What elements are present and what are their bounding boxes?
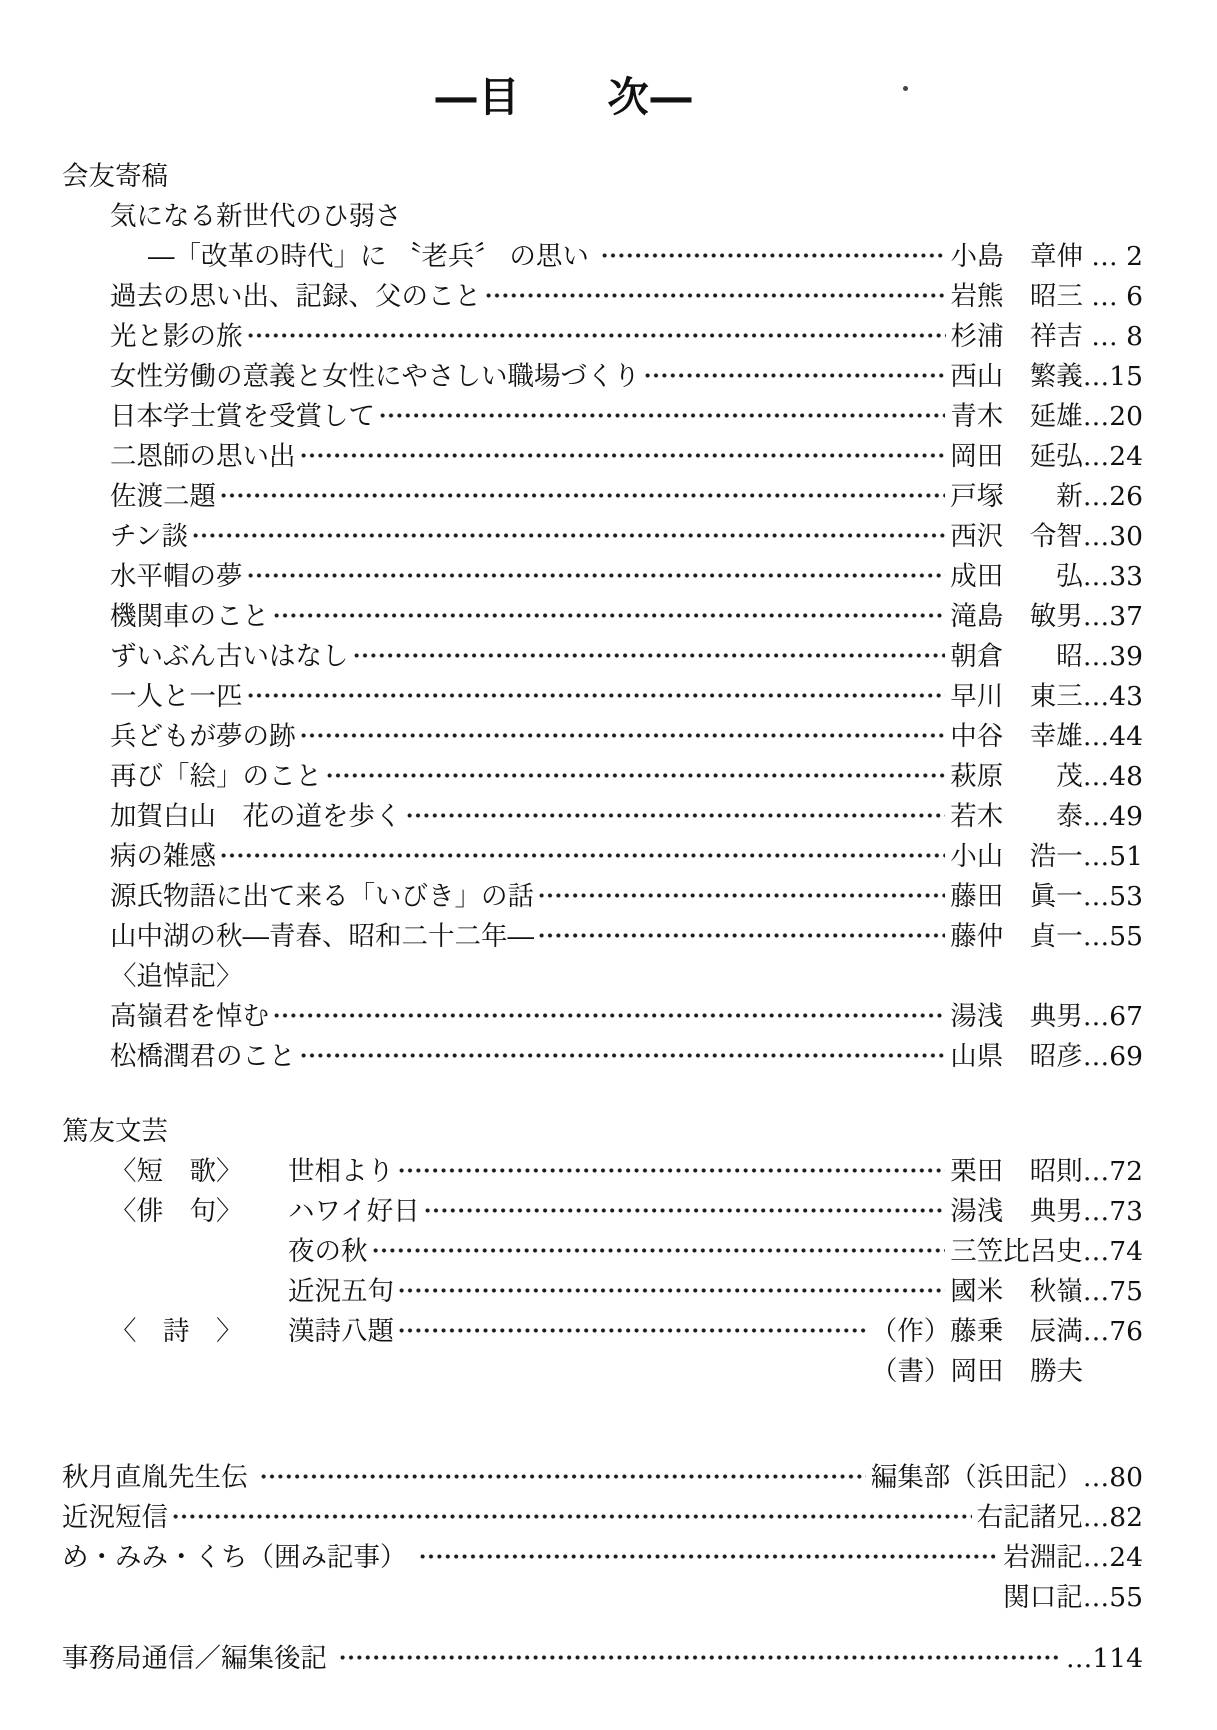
entry-title: 機関車のこと	[110, 601, 269, 632]
toc-entry	[62, 717, 1143, 757]
entry-page: …44	[1082, 721, 1143, 752]
entry-title: 過去の思い出、記録、父のこと	[110, 281, 481, 312]
dot-leader	[260, 1472, 866, 1481]
page-title: ―目 次―	[435, 73, 694, 121]
entry-author: 栗田 昭則	[950, 1156, 1083, 1187]
dot-leader	[398, 1286, 945, 1295]
genre-label: 〈 詩 〉	[110, 1316, 243, 1347]
entry-page: …26	[1082, 481, 1143, 512]
entry-page: …80	[1082, 1462, 1143, 1493]
entry-page: …15	[1082, 361, 1143, 392]
entry-page: …39	[1082, 641, 1143, 672]
entry-title: 再び「絵」のこと	[110, 761, 322, 792]
entry-author: 西沢 令智	[950, 521, 1083, 552]
toc-entry	[62, 557, 1143, 597]
entry-title: 病の雑感	[110, 841, 216, 872]
entry-author: 小島 章伸	[950, 241, 1083, 272]
entry-title: 事務局通信／編集後記	[62, 1643, 336, 1674]
toc-entry	[62, 517, 1143, 557]
toc-entry	[62, 357, 1143, 397]
toc-section	[62, 1112, 1143, 1392]
entry-page: …49	[1082, 801, 1143, 832]
entry-author: 青木 延雄	[950, 401, 1083, 432]
entry-author: （作）藤乗 辰満	[870, 1316, 1083, 1347]
section-heading: 会友寄稿	[62, 161, 168, 192]
toc-entry	[62, 1152, 1143, 1192]
entry-title: 高嶺君を悼む	[110, 1001, 269, 1032]
entry-title: 〈追悼記〉	[110, 961, 243, 992]
toc-entry	[62, 997, 1143, 1037]
entry-page: …75	[1082, 1276, 1143, 1307]
entry-page: …20	[1082, 401, 1143, 432]
entry-author: 西山 繁義	[950, 361, 1083, 392]
toc-entry	[62, 837, 1143, 877]
entry-author: 岡田 延弘	[950, 441, 1083, 472]
toc-entry	[62, 597, 1143, 637]
entry-title: 源氏物語に出て来る「いびき」の話	[110, 881, 534, 912]
entry-title: 光と影の旅	[110, 321, 243, 352]
entry-page: …37	[1082, 601, 1143, 632]
entry-author: 右記諸兄	[976, 1502, 1083, 1533]
toc-entry	[62, 277, 1143, 317]
toc-entry	[62, 1538, 1143, 1578]
toc-entry	[62, 237, 1143, 277]
dot-leader	[379, 411, 945, 420]
entry-title: ずいぶん古いはなし	[110, 641, 349, 672]
entry-page: …76	[1082, 1316, 1143, 1347]
entry-page: …73	[1082, 1196, 1143, 1227]
toc-entry	[62, 1578, 1143, 1618]
dot-leader	[220, 851, 945, 860]
dot-leader	[247, 571, 946, 580]
dot-leader	[353, 651, 946, 660]
entry-page: …72	[1082, 1156, 1143, 1187]
entry-author: 関口記	[1003, 1582, 1083, 1613]
dot-leader	[485, 291, 946, 300]
entry-author: 國米 秋嶺	[950, 1276, 1083, 1307]
entry-title: 二恩師の思い出	[110, 441, 296, 472]
entry-author: 湯浅 典男	[950, 1001, 1083, 1032]
dot-leader	[292, 1366, 866, 1375]
toc-section	[62, 1639, 1143, 1679]
entry-page: …24	[1082, 441, 1143, 472]
dot-leader	[300, 731, 946, 740]
dot-leader	[273, 611, 945, 620]
entry-page: …51	[1082, 841, 1143, 872]
dot-leader	[398, 1166, 945, 1175]
entry-title: 兵どもが夢の跡	[110, 721, 296, 752]
entry-title: め・みみ・くち（囲み記事）	[62, 1542, 415, 1573]
toc-entry	[62, 1192, 1143, 1232]
toc-entry	[62, 957, 1143, 997]
toc-entry	[62, 197, 1143, 237]
toc-entry	[62, 477, 1143, 517]
entry-page: …53	[1082, 881, 1143, 912]
dot-leader	[406, 211, 1079, 220]
toc-entry	[62, 677, 1143, 717]
dot-leader	[372, 1246, 946, 1255]
dot-leader	[300, 451, 946, 460]
entry-title: 水平帽の夢	[110, 561, 243, 592]
entry-page: …24	[1082, 1542, 1143, 1573]
entry-author: 藤田 眞一	[950, 881, 1083, 912]
entry-title: 加賀白山 花の道を歩く	[110, 801, 402, 832]
toc-entry	[62, 1352, 1143, 1392]
entry-author: 岩淵記	[1003, 1542, 1083, 1573]
entry-page: … 2	[1091, 241, 1143, 272]
toc-entry	[62, 757, 1143, 797]
toc-entry	[62, 877, 1143, 917]
toc-entry	[62, 317, 1143, 357]
toc-section	[62, 157, 1143, 1077]
entry-title: 夜の秋	[288, 1236, 368, 1267]
entry-author: 朝倉 昭	[950, 641, 1083, 672]
entry-page: …43	[1082, 681, 1143, 712]
entry-title: 佐渡二題	[110, 481, 216, 512]
entry-title: ハワイ好日	[288, 1196, 420, 1227]
genre-label: 〈俳 句〉	[110, 1196, 243, 1227]
dot-leader	[398, 1326, 866, 1335]
section-heading: 篤友文芸	[62, 1116, 168, 1147]
entry-title: 世相より	[288, 1156, 394, 1187]
dot-leader	[300, 1051, 946, 1060]
dot-leader	[644, 371, 945, 380]
dot-leader	[424, 1206, 946, 1215]
entry-page: …55	[1082, 1582, 1143, 1613]
entry-author: 小山 浩一	[950, 841, 1083, 872]
entry-title: 松橋潤君のこと	[110, 1041, 296, 1072]
dot-leader	[66, 1592, 998, 1601]
entry-author: 成田 弘	[950, 561, 1083, 592]
entry-title: 秋月直胤先生伝	[62, 1462, 256, 1493]
dot-leader	[326, 771, 945, 780]
toc-entry	[62, 917, 1143, 957]
dot-leader	[247, 691, 946, 700]
entry-page: …67	[1082, 1001, 1143, 1032]
entry-page: …74	[1082, 1236, 1143, 1267]
dot-leader	[247, 971, 1079, 980]
toc-entry	[62, 1037, 1143, 1077]
entry-title: 女性労働の意義と女性にやさしい職場づくり	[110, 361, 640, 392]
entry-title: ―「改革の時代」に 〝老兵〞 の思い	[148, 241, 598, 272]
genre-label: 〈短 歌〉	[110, 1156, 243, 1187]
entry-title: 漢詩八題	[288, 1316, 394, 1347]
entry-title: 近況五句	[288, 1276, 394, 1307]
toc-entry	[62, 397, 1143, 437]
dot-leader	[601, 251, 945, 260]
entry-author: 山県 昭彦	[950, 1041, 1083, 1072]
toc-entry	[62, 637, 1143, 677]
entry-title: 一人と一匹	[110, 681, 243, 712]
dot-leader	[172, 1512, 972, 1521]
toc-entry	[62, 437, 1143, 477]
entry-author: 三笠比呂史	[950, 1236, 1083, 1267]
entry-page: …69	[1082, 1041, 1143, 1072]
entry-author: 藤仲 貞一	[950, 921, 1083, 952]
entry-page: … 6	[1091, 281, 1143, 312]
entry-page: …55	[1082, 921, 1143, 952]
entry-title: チン談	[110, 521, 189, 552]
toc-entry	[62, 1498, 1143, 1538]
dot-leader	[247, 331, 946, 340]
toc-section	[62, 1458, 1143, 1618]
entry-author: 若木 泰	[950, 801, 1083, 832]
toc-entry	[62, 1312, 1143, 1352]
dot-leader	[273, 1011, 945, 1020]
dot-leader	[538, 931, 945, 940]
entry-page: …33	[1082, 561, 1143, 592]
toc-entry	[62, 1232, 1143, 1272]
entry-author: 萩原 茂	[950, 761, 1083, 792]
entry-author: 編集部（浜田記）	[870, 1462, 1083, 1493]
entry-title: 気になる新世代のひ弱さ	[110, 201, 402, 232]
entry-page: …48	[1082, 761, 1143, 792]
toc-list	[62, 157, 1143, 1679]
entry-page: …114	[1065, 1643, 1143, 1674]
entry-author: 岩熊 昭三	[950, 281, 1083, 312]
entry-page: …30	[1082, 521, 1143, 552]
dot-leader	[419, 1552, 998, 1561]
dot-leader	[339, 1653, 1060, 1662]
entry-title: 近況短信	[62, 1502, 168, 1533]
entry-author: 滝島 敏男	[950, 601, 1083, 632]
entry-author: 中谷 幸雄	[950, 721, 1083, 752]
entry-title: 日本学士賞を受賞して	[110, 401, 375, 432]
entry-author: 杉浦 祥吉	[950, 321, 1083, 352]
entry-author: 早川 東三	[950, 681, 1083, 712]
entry-author: （書）岡田 勝夫	[871, 1356, 1083, 1387]
dot-leader	[192, 531, 945, 540]
entry-page: …82	[1082, 1502, 1143, 1533]
entry-author: 湯浅 典男	[950, 1196, 1083, 1227]
entry-title: 山中湖の秋―青春、昭和二十二年―	[110, 921, 534, 952]
dot-leader	[220, 491, 945, 500]
dot-leader	[406, 811, 946, 820]
toc-entry	[62, 1458, 1143, 1498]
entry-page: … 8	[1091, 321, 1143, 352]
toc-entry	[62, 797, 1143, 837]
dot-leader	[538, 891, 945, 900]
toc-entry	[62, 1639, 1143, 1679]
toc-entry	[62, 1272, 1143, 1312]
entry-author: 戸塚 新	[950, 481, 1083, 512]
